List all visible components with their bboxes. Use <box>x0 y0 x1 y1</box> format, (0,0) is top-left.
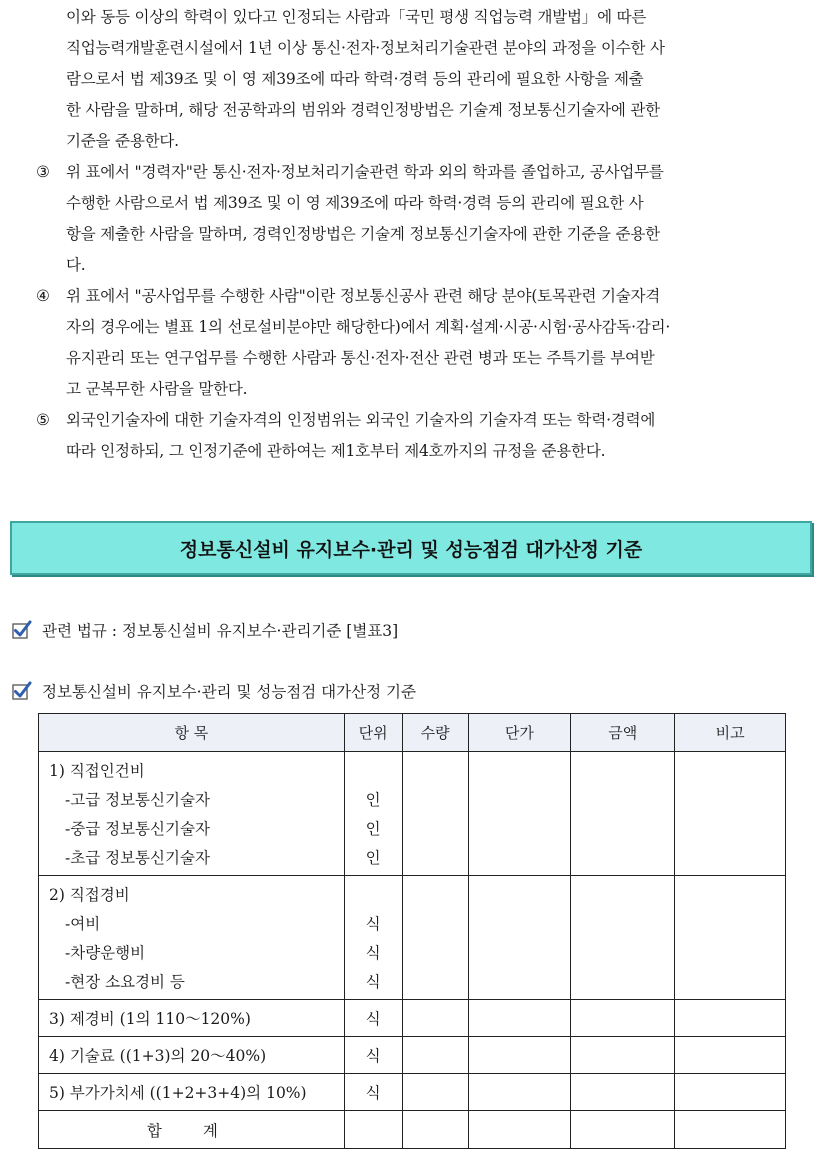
paragraph-2-continuation <box>36 2 816 157</box>
unit-price-cell <box>468 876 571 1000</box>
para-line: 자의 경우에는 별표 1의 선로설비분야만 해당한다)에서 계획·설계·시공·시험·공사감독·감리· <box>66 318 671 336</box>
checkbox-check-icon <box>12 681 32 701</box>
header-unit: 단위 <box>344 714 402 752</box>
para-line: 고 군복무한 사람을 말한다. <box>66 380 248 398</box>
table-row <box>39 1037 786 1074</box>
para-marker: ⑤ <box>36 411 50 429</box>
table-caption-line <box>12 680 416 702</box>
unit-cell: 식 <box>344 1000 402 1037</box>
unit-cell <box>344 876 402 1000</box>
table-row <box>39 1074 786 1111</box>
section-title: 정보통신설비 유지보수·관리 및 성능점검 대가산정 기준 <box>179 538 643 561</box>
table-caption-text: 정보통신설비 유지보수·관리 및 성능점검 대가산정 기준 <box>42 683 416 701</box>
para-line: 직업능력개발훈련시설에서 1년 이상 통신·전자·정보처리기술관련 분야의 과정을 이수한 사 <box>66 39 665 57</box>
para-line: 람으로서 법 제39조 및 이 영 제39조에 따라 학력·경력 등의 관리에 필요한 사항을 제출 <box>66 70 644 88</box>
total-label: 합 계 <box>39 1111 345 1149</box>
para-line: 다. <box>66 256 86 274</box>
para-line: 기준을 준용한다. <box>66 132 179 150</box>
para-line: 한 사람을 말하며, 해당 전공학과의 범위와 경력인정방법은 기술계 정보통신기술자에 관한 <box>66 101 660 119</box>
item-cell: 5) 부가가치세 ((1+2+3+4)의 10%) <box>39 1074 345 1111</box>
remarks-cell <box>675 1074 786 1111</box>
amount-cell <box>571 752 675 876</box>
unit-value: 식 <box>365 973 381 991</box>
quantity-cell <box>402 1000 468 1037</box>
group-title: 1) 직접인건비 <box>49 762 145 780</box>
quantity-cell <box>402 1037 468 1074</box>
paragraph-3 <box>36 157 816 281</box>
table-row <box>39 752 786 876</box>
header-unit-price: 단가 <box>468 714 571 752</box>
para-line: 위 표에서 "공사업무를 수행한 사람"이란 정보통신공사 관련 해당 분야(토목관련 기술자격 <box>66 287 661 305</box>
sub-item: -차량운행비 <box>65 944 146 962</box>
header-amount: 금액 <box>571 714 675 752</box>
table-row <box>39 876 786 1000</box>
section-title-banner <box>10 521 812 575</box>
paragraph-5 <box>36 405 816 467</box>
para-line: 항을 제출한 사람을 말하며, 경력인정방법은 기술계 정보통신기술자에 관한 기준을 준용한 <box>66 225 660 243</box>
para-line: 외국인기술자에 대한 기술자격의 인정범위는 외국인 기술자의 기술자격 또는 학력·경력에 <box>66 411 656 429</box>
group-title: 2) 직접경비 <box>49 886 130 904</box>
unit-price-cell <box>468 1037 571 1074</box>
unit-value: 식 <box>365 915 381 933</box>
sub-item: -초급 정보통신기술자 <box>65 849 210 867</box>
related-law-line <box>12 619 398 641</box>
quantity-cell <box>402 1111 468 1149</box>
unit-value: 식 <box>365 944 381 962</box>
quantity-cell <box>402 876 468 1000</box>
item-cell: 3) 제경비 (1의 110～120%) <box>39 1000 345 1037</box>
unit-price-cell <box>468 752 571 876</box>
remarks-cell <box>675 752 786 876</box>
para-line: 이와 동등 이상의 학력이 있다고 인정되는 사람과「국민 평생 직업능력 개발법」에 따른 <box>66 8 647 26</box>
para-marker: ④ <box>36 287 50 305</box>
header-item: 항 목 <box>39 714 345 752</box>
remarks-cell <box>675 1037 786 1074</box>
para-line: 유지관리 또는 연구업무를 수행한 사람과 통신·전자·전산 관련 병과 또는 주특기를 부여받 <box>66 349 655 367</box>
item-cell <box>39 752 345 876</box>
item-cell <box>39 876 345 1000</box>
table-total-row <box>39 1111 786 1149</box>
sub-item: -고급 정보통신기술자 <box>65 791 210 809</box>
remarks-cell <box>675 1111 786 1149</box>
unit-price-cell <box>468 1111 571 1149</box>
unit-cell: 식 <box>344 1074 402 1111</box>
quantity-cell <box>402 752 468 876</box>
related-law-text: 관련 법규 : 정보통신설비 유지보수·관리기준 [별표3] <box>42 622 399 640</box>
amount-cell <box>571 1074 675 1111</box>
sub-item: -중급 정보통신기술자 <box>65 820 210 838</box>
unit-value: 인 <box>365 820 381 838</box>
checkbox-check-icon <box>12 620 32 640</box>
unit-value: 인 <box>365 791 381 809</box>
header-remarks: 비고 <box>675 714 786 752</box>
paragraph-4 <box>36 281 816 405</box>
table-row <box>39 1000 786 1037</box>
para-line: 따라 인정하되, 그 인정기준에 관하여는 제1호부터 제4호까지의 규정을 준용한다. <box>66 442 606 460</box>
quantity-cell <box>402 1074 468 1111</box>
sub-item: -현장 소요경비 등 <box>65 973 185 991</box>
unit-value: 인 <box>365 849 381 867</box>
unit-cell <box>344 752 402 876</box>
table-header-row <box>39 714 786 752</box>
amount-cell <box>571 876 675 1000</box>
header-quantity: 수량 <box>402 714 468 752</box>
para-line: 수행한 사람으로서 법 제39조 및 이 영 제39조에 따라 학력·경력 등의 관리에 필요한 사 <box>66 194 644 212</box>
unit-price-cell <box>468 1000 571 1037</box>
remarks-cell <box>675 1000 786 1037</box>
para-marker: ③ <box>36 163 50 181</box>
amount-cell <box>571 1111 675 1149</box>
item-cell: 4) 기술료 ((1+3)의 20～40%) <box>39 1037 345 1074</box>
cost-estimation-table <box>38 713 786 1149</box>
amount-cell <box>571 1000 675 1037</box>
amount-cell <box>571 1037 675 1074</box>
remarks-cell <box>675 876 786 1000</box>
unit-price-cell <box>468 1074 571 1111</box>
unit-cell <box>344 1111 402 1149</box>
sub-item: -여비 <box>65 915 101 933</box>
para-line: 위 표에서 "경력자"란 통신·전자·정보처리기술관련 학과 외의 학과를 졸업하고, 공사업무를 <box>66 163 664 181</box>
unit-cell: 식 <box>344 1037 402 1074</box>
